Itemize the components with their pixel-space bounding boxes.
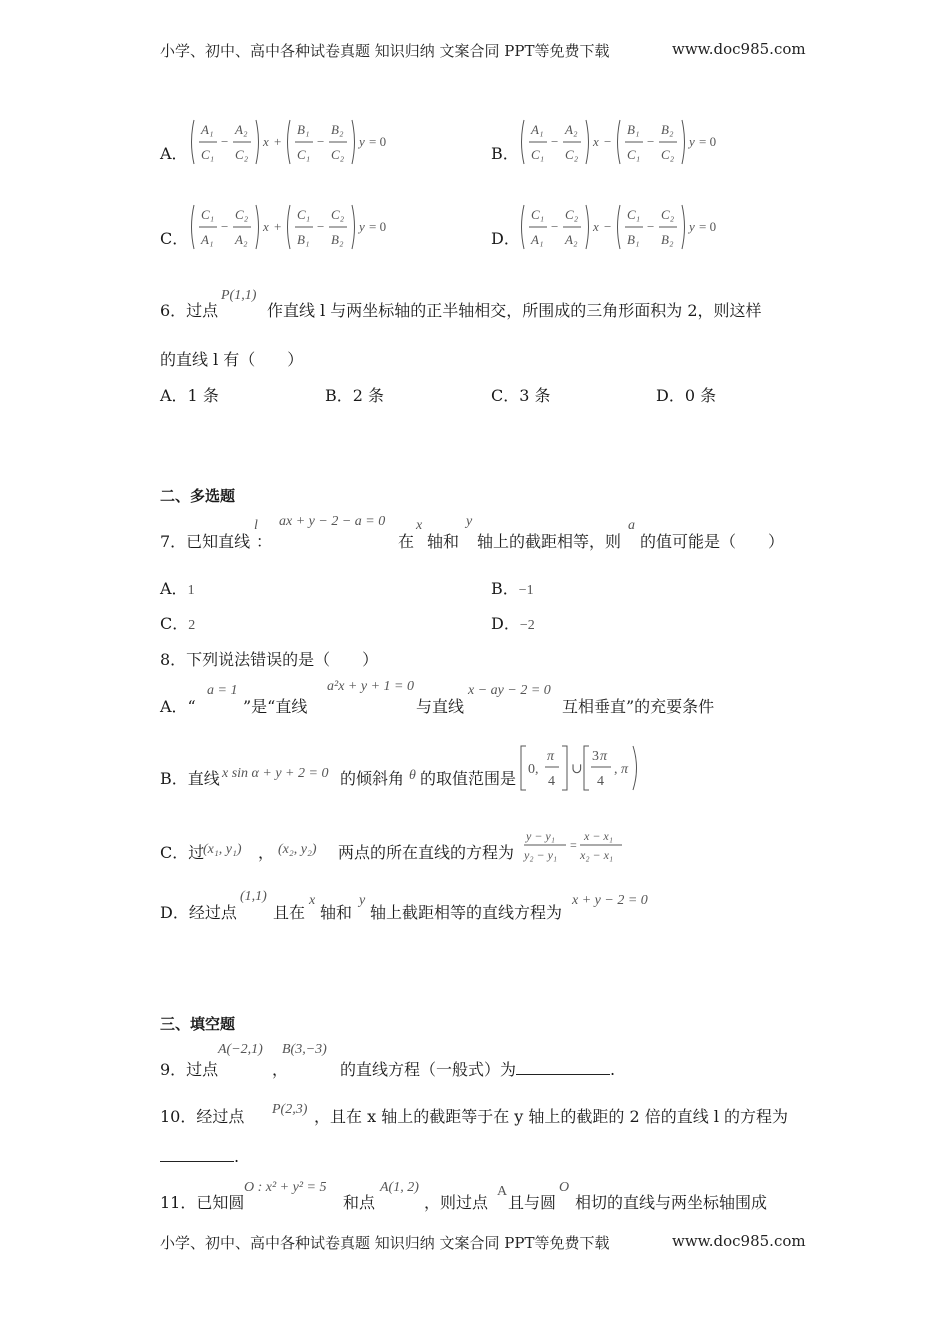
svg-text:A₁: A₁ — [201, 122, 214, 137]
svg-text:A₁: A₁ — [201, 232, 214, 247]
q10-prefix: 10．经过点 — [160, 1107, 245, 1126]
svg-text:π: π — [600, 749, 608, 764]
q7-colon: ： — [256, 532, 273, 551]
q7-prefix: 7．已知直线 — [160, 532, 251, 551]
q8-d-text1: 且在 — [273, 903, 306, 922]
q8-b-equation: x sin α + y + 2 = 0 — [222, 766, 329, 781]
svg-text:π: π — [621, 762, 629, 777]
q8-d-text2: 轴和 — [320, 903, 353, 922]
q8-d-y: y — [359, 893, 366, 908]
svg-text:= 0: = 0 — [369, 219, 387, 234]
svg-text:A₂: A₂ — [235, 232, 248, 247]
svg-text:−: − — [551, 219, 559, 234]
q7-option-d: D．−2 — [491, 614, 535, 633]
q8-d-equation: x + y − 2 = 0 — [572, 893, 648, 908]
svg-text:B₂: B₂ — [661, 122, 674, 137]
q9-prefix: 9．过点 — [160, 1060, 219, 1079]
svg-text:3: 3 — [592, 749, 599, 764]
svg-text:−: − — [221, 134, 229, 149]
q7-a: a — [628, 518, 635, 533]
svg-text:x: x — [263, 219, 269, 234]
svg-text:C₂: C₂ — [235, 147, 249, 162]
q6-point: P(1,1) — [221, 288, 257, 303]
q9-comma: ， — [272, 1060, 289, 1079]
q11-text2: ，则过点 — [424, 1193, 489, 1212]
q8-a-eq2: a²x + y + 1 = 0 — [327, 679, 414, 694]
svg-text:y: y — [689, 134, 695, 149]
svg-text:A₁: A₁ — [531, 122, 544, 137]
svg-text:x₂ − x₁: x₂ − x₁ — [580, 848, 614, 862]
svg-text:−: − — [317, 219, 325, 234]
q6-option-d: D．0 条 — [656, 386, 717, 405]
q8-a-text2: 与直线 — [416, 697, 465, 716]
header-text: 小学、初中、高中各种试卷真题 知识归纳 文案合同 PPT等免费下载 — [160, 42, 610, 60]
svg-text:C₁: C₁ — [531, 147, 545, 162]
svg-text:B₁: B₁ — [627, 122, 640, 137]
q5-option-c-label: C． — [160, 229, 189, 248]
svg-text:−: − — [317, 134, 325, 149]
svg-text:y₂ − y₁: y₂ − y₁ — [524, 848, 558, 862]
svg-text:C₁: C₁ — [531, 207, 545, 222]
svg-text:B₂: B₂ — [661, 232, 674, 247]
svg-text:C₁: C₁ — [297, 147, 311, 162]
q8-c-text1: 两点的所在直线的方程为 — [338, 843, 515, 862]
q11-text3: 且与圆 — [508, 1193, 557, 1212]
footer-text: 小学、初中、高中各种试卷真题 知识归纳 文案合同 PPT等免费下载 — [160, 1234, 610, 1252]
q8-b-text2: 的取值范围是 — [420, 769, 517, 788]
svg-text:x: x — [593, 134, 599, 149]
q11-text1: 和点 — [343, 1193, 376, 1212]
q5-option-a-label: A． — [160, 144, 188, 163]
svg-text:C₂: C₂ — [331, 147, 345, 162]
q8-a-eq3: x − ay − 2 = 0 — [468, 683, 551, 698]
svg-text:C₁: C₁ — [201, 147, 215, 162]
svg-text:C₂: C₂ — [661, 147, 675, 162]
q8-c-prefix: C．过 — [160, 843, 205, 862]
svg-text:,: , — [614, 762, 618, 777]
svg-text:B₁: B₁ — [297, 122, 310, 137]
svg-text:π: π — [547, 749, 555, 764]
q11-point: A(1, 2) — [380, 1180, 419, 1195]
svg-text:= 0: = 0 — [699, 219, 717, 234]
svg-text:4: 4 — [548, 774, 555, 789]
svg-text:C₁: C₁ — [627, 147, 641, 162]
q8-b-theta: θ — [409, 768, 416, 783]
svg-text:−: − — [604, 219, 612, 234]
q7-line-l: l — [254, 518, 258, 533]
q8-c-point2: (x₂, y₂) — [278, 842, 317, 857]
svg-text:A₂: A₂ — [565, 122, 578, 137]
svg-text:B₂: B₂ — [331, 232, 344, 247]
svg-text:4: 4 — [597, 774, 604, 789]
q8-a-prefix: A．“ — [160, 697, 196, 716]
q8-d-text3: 轴上截距相等的直线方程为 — [370, 903, 563, 922]
q7-option-c: C．2 — [160, 614, 196, 633]
q5-option-b-equation — [518, 114, 758, 170]
svg-text:−: − — [221, 219, 229, 234]
q7-equation: ax + y − 2 − a = 0 — [279, 514, 386, 529]
q5-option-d-equation — [518, 199, 758, 255]
svg-text:+: + — [274, 134, 282, 149]
svg-text:C₁: C₁ — [627, 207, 641, 222]
q11-prefix: 11．已知圆 — [160, 1193, 245, 1212]
svg-text:A₂: A₂ — [235, 122, 248, 137]
q8-d-point: (1,1) — [240, 889, 267, 904]
svg-text:C₂: C₂ — [235, 207, 249, 222]
q6-option-b: B．2 条 — [325, 386, 385, 405]
q10-text: ，且在 x 轴上的截距等于在 y 轴上的截距的 2 倍的直线 l 的方程为 — [314, 1107, 789, 1126]
q8-c-point1: (x₁, y₁) — [203, 842, 242, 857]
q5-option-c-equation — [188, 199, 428, 255]
q8-d-x: x — [309, 893, 316, 908]
svg-text:=: = — [570, 838, 577, 852]
svg-text:C₂: C₂ — [661, 207, 675, 222]
svg-text:y: y — [689, 219, 695, 234]
q7-text3: 轴上的截距相等，则 — [477, 532, 622, 551]
svg-text:B₁: B₁ — [297, 232, 310, 247]
q7-x: x — [416, 518, 423, 533]
q6-option-a: A．1 条 — [160, 386, 219, 405]
svg-text:B₂: B₂ — [331, 122, 344, 137]
svg-text:x − x₁: x − x₁ — [584, 829, 613, 843]
svg-text:= 0: = 0 — [699, 134, 717, 149]
q8-a-text3: 互相垂直”的充要条件 — [562, 697, 715, 716]
q11-circle: O : x² + y² = 5 — [244, 1180, 327, 1195]
svg-text:B₁: B₁ — [627, 232, 640, 247]
svg-text:+: + — [274, 219, 282, 234]
q8-a-eq1: a = 1 — [207, 683, 238, 698]
svg-text:y: y — [359, 219, 365, 234]
q6-prefix: 6．过点 — [160, 301, 219, 320]
svg-text:y − y₁: y − y₁ — [526, 829, 555, 843]
header-url[interactable]: www.doc985.com — [672, 40, 806, 58]
svg-text:x: x — [593, 219, 599, 234]
svg-text:A₂: A₂ — [565, 232, 578, 247]
q6-text-line2: 的直线 l 有（ ） — [160, 350, 304, 369]
svg-text:C₂: C₂ — [565, 207, 579, 222]
q8-a-text1: ”是“直线 — [243, 697, 308, 716]
svg-text:0,: 0, — [528, 762, 539, 777]
svg-text:C₂: C₂ — [565, 147, 579, 162]
q5-option-a-equation — [188, 114, 428, 170]
q7-text2: 轴和 — [427, 532, 460, 551]
footer-url[interactable]: www.doc985.com — [672, 1232, 806, 1250]
svg-text:−: − — [551, 134, 559, 149]
q7-y: y — [466, 514, 473, 529]
q8-b-prefix: B．直线 — [160, 769, 220, 788]
q7-text1: 在 — [398, 532, 415, 551]
q11-a: A — [497, 1184, 508, 1199]
q8-d-prefix: D．经过点 — [160, 903, 237, 922]
q10-answer-line: . — [160, 1147, 239, 1167]
q9-point-b: B(3,−3) — [282, 1042, 327, 1057]
q7-option-a: A．1 — [160, 579, 195, 598]
q6-text-line1: 作直线 l 与两坐标轴的正半轴相交，所围成的三角形面积为 2，则这样 — [267, 301, 762, 320]
section-title-multi-choice: 二、多选题 — [160, 487, 236, 505]
q8-b-range — [518, 742, 648, 794]
svg-text:C₁: C₁ — [201, 207, 215, 222]
svg-text:y: y — [359, 134, 365, 149]
section-title-fill-in: 三、填空题 — [160, 1015, 236, 1033]
page-footer — [160, 1232, 610, 1253]
q5-option-d-label: D． — [491, 229, 520, 248]
svg-text:C₂: C₂ — [331, 207, 345, 222]
svg-text:−: − — [647, 134, 655, 149]
q10-answer-blank[interactable] — [160, 1147, 234, 1162]
svg-text:−: − — [604, 134, 612, 149]
q5-option-b-label: B． — [491, 144, 519, 163]
q8-b-text1: 的倾斜角 — [340, 769, 405, 788]
q10-point: P(2,3) — [272, 1102, 308, 1117]
q11-o: O — [559, 1180, 570, 1195]
svg-text:x: x — [263, 134, 269, 149]
q7-option-b: B．−1 — [491, 579, 534, 598]
q9-answer-blank[interactable] — [516, 1060, 610, 1075]
svg-text:C₁: C₁ — [297, 207, 311, 222]
q8-c-equation — [522, 826, 632, 866]
svg-text:A₁: A₁ — [531, 232, 544, 247]
q9-point-a: A(−2,1) — [218, 1042, 263, 1057]
svg-text:−: − — [647, 219, 655, 234]
svg-text:= 0: = 0 — [369, 134, 387, 149]
q9-text: 的直线方程（一般式）为 . — [340, 1060, 616, 1079]
svg-text:∪: ∪ — [571, 762, 583, 777]
page-header — [160, 40, 610, 61]
q7-text4: 的值可能是（ ） — [640, 532, 785, 551]
q6-option-c: C．3 条 — [491, 386, 551, 405]
q11-text4: 相切的直线与两坐标轴围成 — [575, 1193, 768, 1212]
q8-c-comma: ， — [258, 843, 275, 862]
q8-stem: 8．下列说法错误的是（ ） — [160, 650, 379, 669]
